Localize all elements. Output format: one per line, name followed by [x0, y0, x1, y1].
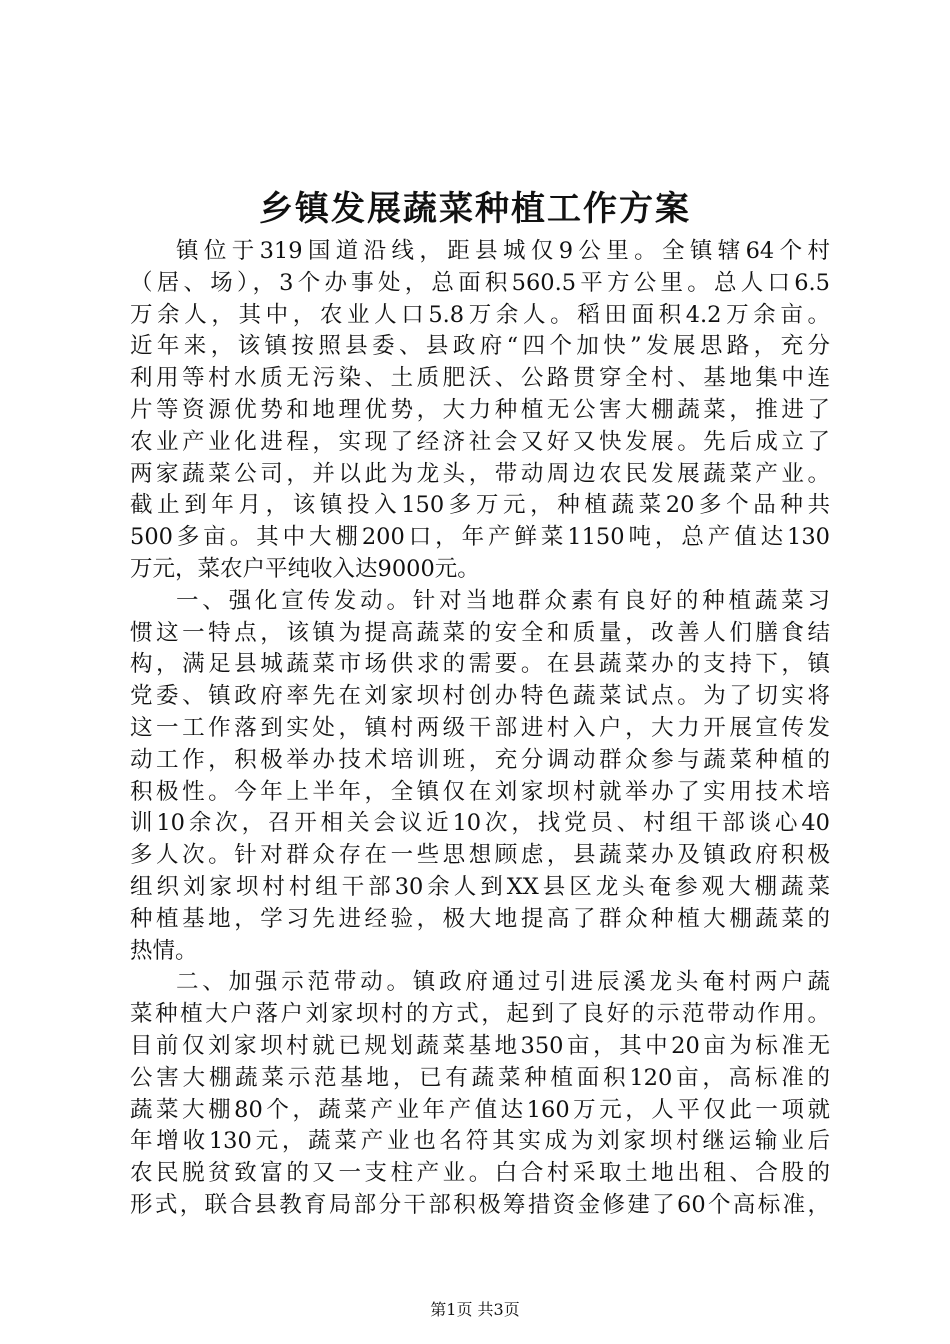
text-line: 镇位于319国道沿线，距县城仅9公里。全镇辖64个村	[176, 238, 830, 264]
page-footer: 第1页 共3页	[430, 1300, 520, 1319]
text-line: 近年来，该镇按照县委、县政府“四个加快”发展思路，充分	[130, 333, 830, 360]
text-line: 这一工作落到实处，镇村两级干部进村入户，大力开展宣传发	[130, 714, 830, 741]
text-line: 菜种植大户落户刘家坝村的方式，起到了良好的示范带动作用。	[130, 1001, 830, 1028]
text-line: 种植基地，学习先进经验，极大地提高了群众种植大棚蔬菜的	[130, 905, 830, 932]
text-line: 惯这一特点，该镇为提高蔬菜的安全和质量，改善人们膳食结	[130, 619, 830, 646]
text-line: 形式，联合县教育局部分干部积极筹措资金修建了60个高标准，	[130, 1191, 830, 1218]
text-line: 一、强化宣传发动。针对当地群众素有良好的种植蔬菜习	[176, 587, 830, 614]
text-line: 片等资源优势和地理优势，大力种植无公害大棚蔬菜，推进了	[130, 396, 830, 423]
text-line: 农业产业化进程，实现了经济社会又好又快发展。先后成立了	[130, 428, 830, 455]
document-title: 乡镇发展蔬菜种植工作方案	[259, 189, 691, 229]
text-line: 年增收130元，蔬菜产业也名符其实成为刘家坝村继运输业后	[130, 1128, 830, 1155]
text-line: 构，满足县城蔬菜市场供求的需要。在县蔬菜办的支持下，镇	[130, 651, 830, 678]
text-line: 公害大棚蔬菜示范基地，已有蔬菜种植面积120亩，高标准的	[130, 1064, 830, 1091]
text-line: 目前仅刘家坝村就已规划蔬菜基地350亩，其中20亩为标准无	[130, 1032, 830, 1059]
text-line: 动工作，积极举办技术培训班，充分调动群众参与蔬菜种植的	[130, 746, 830, 773]
document-body	[130, 236, 830, 1222]
text-line: 万元，菜农户平纯收入达9000元。	[130, 555, 480, 582]
text-line: （居、场），3个办事处，总面积560.5平方公里。总人口6.5	[130, 269, 830, 296]
text-line: 万余人，其中，农业人口5.8万余人。稻田面积4.2万余亩。	[130, 301, 830, 328]
text-line: 农民脱贫致富的又一支柱产业。白合村采取土地出租、合股的	[130, 1160, 830, 1187]
text-line: 500多亩。其中大棚200口，年产鲜菜1150吨，总产值达130	[130, 524, 830, 551]
text-line: 组织刘家坝村村组干部30余人到XX县区龙头奄参观大棚蔬菜	[130, 873, 830, 900]
text-line: 热情。	[130, 937, 198, 964]
text-line: 两家蔬菜公司，并以此为龙头，带动周边农民发展蔬菜产业。	[130, 460, 830, 487]
text-line: 积极性。今年上半年，全镇仅在刘家坝村就举办了实用技术培	[130, 778, 830, 805]
text-line: 利用等村水质无污染、土质肥沃、公路贯穿全村、基地集中连	[130, 365, 830, 392]
text-line: 二、加强示范带动。镇政府通过引进辰溪龙头奄村两户蔬	[176, 969, 830, 996]
text-line: 训10余次，召开相关会议近10次，找党员、村组干部谈心40	[130, 810, 830, 837]
text-line: 蔬菜大棚80个，蔬菜产业年产值达160万元，人平仅此一项就	[130, 1096, 830, 1123]
text-line: 多人次。针对群众存在一些思想顾虑，县蔬菜办及镇政府积极	[130, 842, 830, 869]
text-line: 截止到年月，该镇投入150多万元，种植蔬菜20多个品种共	[130, 492, 830, 519]
text-line: 党委、镇政府率先在刘家坝村创办特色蔬菜试点。为了切实将	[130, 683, 830, 710]
